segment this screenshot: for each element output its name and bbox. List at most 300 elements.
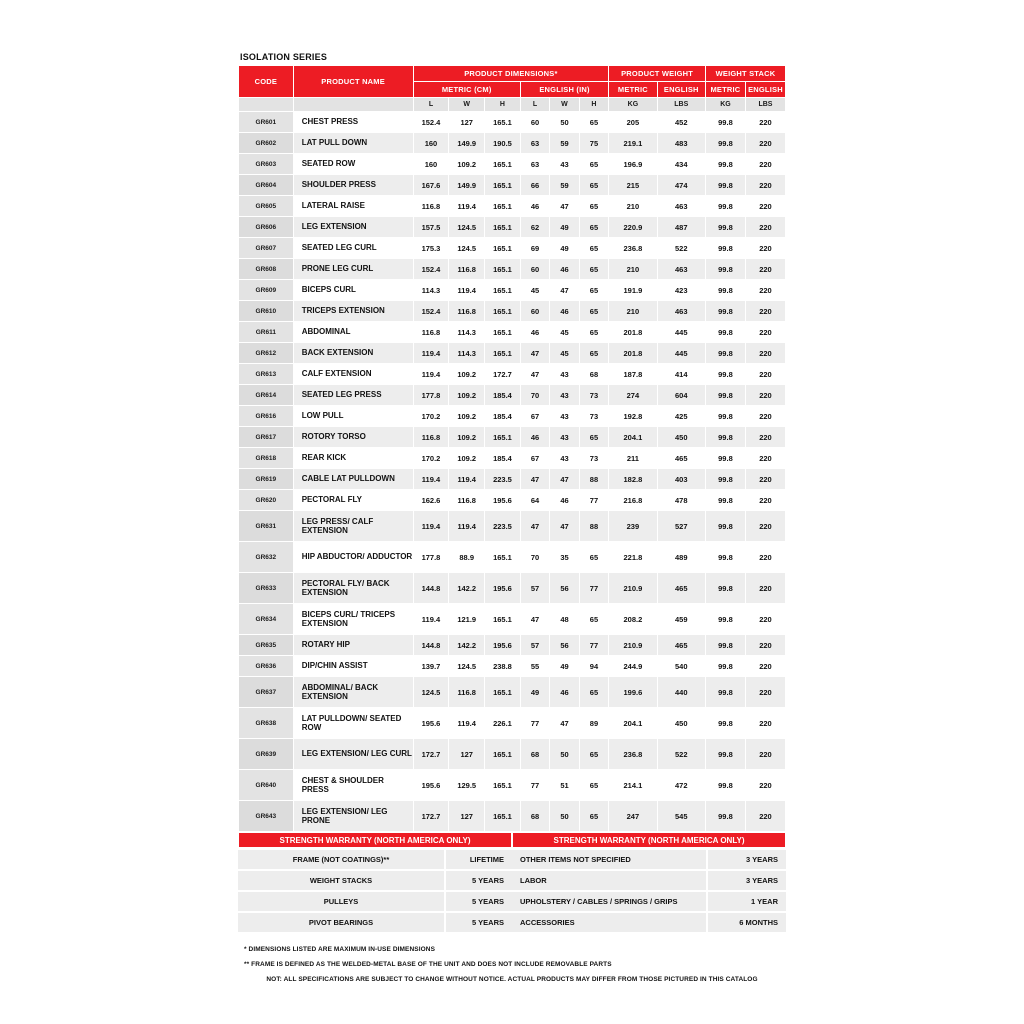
row-metric-w: 142.2 <box>449 573 485 604</box>
row-weight-lbs: 414 <box>657 364 705 385</box>
warranty-value: 1 YEAR <box>708 892 786 911</box>
row-product-name: LEG PRESS/ CALF EXTENSION <box>293 511 413 542</box>
row-stack-kg: 99.8 <box>705 217 745 238</box>
row-english-l: 62 <box>520 217 549 238</box>
row-metric-l: 116.8 <box>413 427 449 448</box>
row-stack-kg: 99.8 <box>705 635 745 656</box>
row-english-h: 77 <box>579 573 609 604</box>
row-product-name: BACK EXTENSION <box>293 343 413 364</box>
row-english-l: 47 <box>520 604 549 635</box>
table-row <box>239 343 786 364</box>
row-stack-kg: 99.8 <box>705 406 745 427</box>
row-metric-h: 165.1 <box>485 343 521 364</box>
row-metric-w: 116.8 <box>449 677 485 708</box>
row-metric-w: 109.2 <box>449 427 485 448</box>
row-stack-lbs: 220 <box>745 573 785 604</box>
row-weight-lbs: 403 <box>657 469 705 490</box>
warranty-label: LABOR <box>512 871 706 890</box>
row-metric-l: 152.4 <box>413 259 449 280</box>
row-weight-lbs: 522 <box>657 739 705 770</box>
warranty-right-header: STRENGTH WARRANTY (NORTH AMERICA ONLY) <box>512 832 786 848</box>
row-metric-w: 109.2 <box>449 385 485 406</box>
warranty-row <box>512 871 786 890</box>
row-weight-kg: 192.8 <box>609 406 657 427</box>
row-stack-lbs: 220 <box>745 259 785 280</box>
table-row <box>239 301 786 322</box>
row-weight-lbs: 474 <box>657 175 705 196</box>
header-english-in: ENGLISH (IN) <box>520 82 608 98</box>
row-english-h: 88 <box>579 511 609 542</box>
row-english-l: 63 <box>520 154 549 175</box>
warranty-value: 5 YEARS <box>446 913 512 932</box>
row-english-h: 73 <box>579 406 609 427</box>
row-product-name: CABLE LAT PULLDOWN <box>293 469 413 490</box>
table-row <box>239 217 786 238</box>
row-english-h: 65 <box>579 112 609 133</box>
row-english-w: 43 <box>550 364 579 385</box>
row-stack-kg: 99.8 <box>705 770 745 801</box>
row-stack-lbs: 220 <box>745 112 785 133</box>
row-weight-kg: 236.8 <box>609 238 657 259</box>
row-code: GR608 <box>239 259 294 280</box>
row-metric-l: 124.5 <box>413 677 449 708</box>
row-stack-lbs: 220 <box>745 490 785 511</box>
row-stack-kg: 99.8 <box>705 259 745 280</box>
row-stack-kg: 99.8 <box>705 604 745 635</box>
row-metric-l: 160 <box>413 133 449 154</box>
row-metric-l: 144.8 <box>413 573 449 604</box>
row-code: GR635 <box>239 635 294 656</box>
row-product-name: PRONE LEG CURL <box>293 259 413 280</box>
row-stack-kg: 99.8 <box>705 322 745 343</box>
row-english-w: 43 <box>550 427 579 448</box>
header-product-weight: PRODUCT WEIGHT <box>609 66 706 82</box>
row-metric-h: 165.1 <box>485 154 521 175</box>
row-stack-lbs: 220 <box>745 469 785 490</box>
row-english-w: 48 <box>550 604 579 635</box>
row-english-w: 59 <box>550 133 579 154</box>
row-english-l: 47 <box>520 511 549 542</box>
row-stack-lbs: 220 <box>745 343 785 364</box>
row-stack-lbs: 220 <box>745 154 785 175</box>
row-code: GR618 <box>239 448 294 469</box>
warranty-label: WEIGHT STACKS <box>238 871 444 890</box>
row-product-name: REAR KICK <box>293 448 413 469</box>
row-weight-kg: 205 <box>609 112 657 133</box>
row-code: GR606 <box>239 217 294 238</box>
row-english-l: 47 <box>520 343 549 364</box>
row-product-name: SEATED LEG PRESS <box>293 385 413 406</box>
row-weight-lbs: 450 <box>657 427 705 448</box>
row-code: GR633 <box>239 573 294 604</box>
row-weight-lbs: 459 <box>657 604 705 635</box>
row-product-name: LEG EXTENSION/ LEG CURL <box>293 739 413 770</box>
header-unit-blank-code <box>239 98 294 112</box>
row-english-w: 59 <box>550 175 579 196</box>
row-weight-kg: 201.8 <box>609 343 657 364</box>
row-english-w: 51 <box>550 770 579 801</box>
row-metric-l: 152.4 <box>413 301 449 322</box>
row-metric-h: 165.1 <box>485 175 521 196</box>
row-metric-l: 144.8 <box>413 635 449 656</box>
row-code: GR620 <box>239 490 294 511</box>
row-product-name: SEATED ROW <box>293 154 413 175</box>
row-metric-w: 119.4 <box>449 469 485 490</box>
row-english-h: 77 <box>579 490 609 511</box>
row-weight-lbs: 465 <box>657 573 705 604</box>
row-stack-kg: 99.8 <box>705 154 745 175</box>
row-metric-w: 124.5 <box>449 217 485 238</box>
row-metric-l: 170.2 <box>413 406 449 427</box>
warranty-section <box>238 832 786 932</box>
row-english-w: 46 <box>550 301 579 322</box>
row-metric-w: 119.4 <box>449 196 485 217</box>
row-stack-kg: 99.8 <box>705 364 745 385</box>
row-stack-lbs: 220 <box>745 635 785 656</box>
row-metric-w: 149.9 <box>449 175 485 196</box>
row-english-l: 69 <box>520 238 549 259</box>
row-stack-lbs: 220 <box>745 604 785 635</box>
row-code: GR611 <box>239 322 294 343</box>
row-english-w: 47 <box>550 511 579 542</box>
row-metric-l: 177.8 <box>413 385 449 406</box>
row-product-name: CALF EXTENSION <box>293 364 413 385</box>
row-english-w: 45 <box>550 322 579 343</box>
row-weight-lbs: 450 <box>657 708 705 739</box>
row-weight-kg: 214.1 <box>609 770 657 801</box>
row-english-w: 47 <box>550 196 579 217</box>
row-weight-lbs: 489 <box>657 542 705 573</box>
row-english-h: 65 <box>579 770 609 801</box>
row-metric-h: 165.1 <box>485 739 521 770</box>
warranty-value: 3 YEARS <box>708 871 786 890</box>
row-metric-w: 109.2 <box>449 406 485 427</box>
row-weight-kg: 210 <box>609 301 657 322</box>
table-row <box>239 238 786 259</box>
row-metric-h: 165.1 <box>485 801 521 832</box>
row-stack-kg: 99.8 <box>705 112 745 133</box>
row-weight-kg: 239 <box>609 511 657 542</box>
row-weight-kg: 210 <box>609 259 657 280</box>
row-code: GR631 <box>239 511 294 542</box>
header-stack-metric: METRIC <box>705 82 745 98</box>
row-product-name: ROTORY TORSO <box>293 427 413 448</box>
row-metric-w: 127 <box>449 801 485 832</box>
header-stack-lbs: LBS <box>745 98 785 112</box>
row-weight-lbs: 463 <box>657 196 705 217</box>
row-weight-lbs: 604 <box>657 385 705 406</box>
header-english-h: H <box>579 98 609 112</box>
row-english-l: 60 <box>520 259 549 280</box>
row-metric-h: 165.1 <box>485 217 521 238</box>
row-english-w: 50 <box>550 739 579 770</box>
row-weight-lbs: 527 <box>657 511 705 542</box>
warranty-row <box>238 850 512 869</box>
row-metric-h: 226.1 <box>485 708 521 739</box>
table-row <box>239 573 786 604</box>
row-metric-h: 165.1 <box>485 322 521 343</box>
row-metric-h: 165.1 <box>485 112 521 133</box>
row-stack-lbs: 220 <box>745 196 785 217</box>
warranty-label: OTHER ITEMS NOT SPECIFIED <box>512 850 706 869</box>
row-weight-lbs: 440 <box>657 677 705 708</box>
row-weight-lbs: 465 <box>657 448 705 469</box>
row-product-name: DIP/CHIN ASSIST <box>293 656 413 677</box>
row-product-name: LEG EXTENSION/ LEG PRONE <box>293 801 413 832</box>
row-metric-l: 119.4 <box>413 604 449 635</box>
row-english-w: 43 <box>550 385 579 406</box>
table-row <box>239 542 786 573</box>
row-weight-kg: 216.8 <box>609 490 657 511</box>
row-stack-kg: 99.8 <box>705 238 745 259</box>
row-weight-kg: 247 <box>609 801 657 832</box>
row-metric-l: 167.6 <box>413 175 449 196</box>
row-metric-h: 195.6 <box>485 573 521 604</box>
row-code: GR614 <box>239 385 294 406</box>
table-row <box>239 469 786 490</box>
row-metric-h: 165.1 <box>485 259 521 280</box>
row-code: GR609 <box>239 280 294 301</box>
table-row <box>239 708 786 739</box>
row-metric-l: 119.4 <box>413 469 449 490</box>
row-english-h: 65 <box>579 217 609 238</box>
row-metric-l: 172.7 <box>413 739 449 770</box>
row-product-name: BICEPS CURL/ TRICEPS EXTENSION <box>293 604 413 635</box>
footnote-dimensions: * DIMENSIONS LISTED ARE MAXIMUM IN-USE DIMENSIONS <box>244 946 436 953</box>
footnotes <box>238 946 786 983</box>
row-english-h: 65 <box>579 739 609 770</box>
row-metric-l: 160 <box>413 154 449 175</box>
row-weight-lbs: 445 <box>657 343 705 364</box>
header-weight-lbs: LBS <box>657 98 705 112</box>
row-stack-kg: 99.8 <box>705 801 745 832</box>
row-code: GR640 <box>239 770 294 801</box>
row-metric-l: 152.4 <box>413 112 449 133</box>
row-product-name: LAT PULLDOWN/ SEATED ROW <box>293 708 413 739</box>
row-code: GR602 <box>239 133 294 154</box>
row-weight-lbs: 452 <box>657 112 705 133</box>
warranty-left-column <box>238 832 512 932</box>
row-metric-l: 119.4 <box>413 511 449 542</box>
row-stack-kg: 99.8 <box>705 133 745 154</box>
warranty-row <box>512 892 786 911</box>
row-english-l: 70 <box>520 542 549 573</box>
row-stack-kg: 99.8 <box>705 385 745 406</box>
row-english-w: 49 <box>550 238 579 259</box>
row-english-h: 73 <box>579 385 609 406</box>
row-weight-kg: 210.9 <box>609 635 657 656</box>
header-stack-english: ENGLISH <box>745 82 785 98</box>
specifications-table <box>238 65 786 832</box>
row-stack-kg: 99.8 <box>705 656 745 677</box>
row-english-h: 65 <box>579 175 609 196</box>
row-english-l: 57 <box>520 635 549 656</box>
warranty-right-rows <box>512 850 786 932</box>
row-metric-w: 127 <box>449 739 485 770</box>
row-metric-w: 119.4 <box>449 511 485 542</box>
row-metric-h: 172.7 <box>485 364 521 385</box>
row-metric-h: 165.1 <box>485 196 521 217</box>
row-metric-w: 116.8 <box>449 301 485 322</box>
row-product-name: TRICEPS EXTENSION <box>293 301 413 322</box>
row-english-l: 63 <box>520 133 549 154</box>
row-english-h: 88 <box>579 469 609 490</box>
row-weight-kg: 204.1 <box>609 427 657 448</box>
row-english-h: 94 <box>579 656 609 677</box>
row-metric-h: 165.1 <box>485 542 521 573</box>
header-unit-blank-name <box>293 98 413 112</box>
row-stack-lbs: 220 <box>745 770 785 801</box>
row-metric-l: 195.6 <box>413 770 449 801</box>
row-english-h: 65 <box>579 280 609 301</box>
table-row <box>239 656 786 677</box>
row-english-w: 50 <box>550 801 579 832</box>
row-stack-lbs: 220 <box>745 175 785 196</box>
header-weight-metric: METRIC <box>609 82 657 98</box>
header-metric-l: L <box>413 98 449 112</box>
row-product-name: BICEPS CURL <box>293 280 413 301</box>
header-weight-english: ENGLISH <box>657 82 705 98</box>
table-row <box>239 322 786 343</box>
row-product-name: LOW PULL <box>293 406 413 427</box>
row-metric-w: 114.3 <box>449 322 485 343</box>
row-metric-w: 124.5 <box>449 656 485 677</box>
row-stack-kg: 99.8 <box>705 448 745 469</box>
row-stack-kg: 99.8 <box>705 708 745 739</box>
warranty-label: PIVOT BEARINGS <box>238 913 444 932</box>
row-product-name: SEATED LEG CURL <box>293 238 413 259</box>
row-stack-kg: 99.8 <box>705 343 745 364</box>
row-english-l: 47 <box>520 364 549 385</box>
header-metric-h: H <box>485 98 521 112</box>
row-english-l: 77 <box>520 708 549 739</box>
series-title: ISOLATION SERIES <box>240 52 328 62</box>
row-weight-kg: 210.9 <box>609 573 657 604</box>
row-english-w: 49 <box>550 656 579 677</box>
row-metric-h: 238.8 <box>485 656 521 677</box>
row-metric-l: 157.5 <box>413 217 449 238</box>
row-english-w: 47 <box>550 708 579 739</box>
row-english-w: 46 <box>550 259 579 280</box>
row-stack-lbs: 220 <box>745 739 785 770</box>
warranty-row <box>512 850 786 869</box>
row-metric-w: 109.2 <box>449 448 485 469</box>
row-stack-kg: 99.8 <box>705 677 745 708</box>
row-english-h: 65 <box>579 343 609 364</box>
header-row-3 <box>239 98 786 112</box>
row-english-h: 89 <box>579 708 609 739</box>
row-product-name: ROTARY HIP <box>293 635 413 656</box>
row-code: GR632 <box>239 542 294 573</box>
row-code: GR639 <box>239 739 294 770</box>
row-metric-w: 124.5 <box>449 238 485 259</box>
row-english-h: 65 <box>579 301 609 322</box>
row-english-w: 50 <box>550 112 579 133</box>
header-english-w: W <box>550 98 579 112</box>
row-stack-lbs: 220 <box>745 677 785 708</box>
warranty-label: UPHOLSTERY / CABLES / SPRINGS / GRIPS <box>512 892 706 911</box>
row-english-w: 46 <box>550 490 579 511</box>
row-english-w: 43 <box>550 406 579 427</box>
row-weight-lbs: 487 <box>657 217 705 238</box>
row-english-h: 65 <box>579 604 609 635</box>
row-stack-lbs: 220 <box>745 301 785 322</box>
row-english-h: 65 <box>579 238 609 259</box>
row-stack-lbs: 220 <box>745 801 785 832</box>
row-code: GR610 <box>239 301 294 322</box>
row-code: GR612 <box>239 343 294 364</box>
header-english-l: L <box>520 98 549 112</box>
row-weight-kg: 215 <box>609 175 657 196</box>
header-product-dimensions: PRODUCT DIMENSIONS* <box>413 66 609 82</box>
row-stack-lbs: 220 <box>745 280 785 301</box>
row-weight-lbs: 545 <box>657 801 705 832</box>
row-english-h: 65 <box>579 259 609 280</box>
row-product-name: PECTORAL FLY/ BACK EXTENSION <box>293 573 413 604</box>
row-metric-w: 109.2 <box>449 154 485 175</box>
row-code: GR616 <box>239 406 294 427</box>
row-weight-kg: 191.9 <box>609 280 657 301</box>
row-metric-w: 142.2 <box>449 635 485 656</box>
row-weight-lbs: 423 <box>657 280 705 301</box>
row-english-l: 60 <box>520 112 549 133</box>
row-english-l: 68 <box>520 739 549 770</box>
row-code: GR601 <box>239 112 294 133</box>
row-stack-kg: 99.8 <box>705 469 745 490</box>
row-english-l: 77 <box>520 770 549 801</box>
row-metric-h: 165.1 <box>485 280 521 301</box>
row-weight-lbs: 472 <box>657 770 705 801</box>
warranty-value: 5 YEARS <box>446 871 512 890</box>
row-metric-l: 172.7 <box>413 801 449 832</box>
row-weight-lbs: 522 <box>657 238 705 259</box>
row-english-h: 65 <box>579 196 609 217</box>
warranty-row <box>512 913 786 932</box>
row-english-l: 46 <box>520 427 549 448</box>
table-row <box>239 406 786 427</box>
row-product-name: CHEST PRESS <box>293 112 413 133</box>
warranty-right-column <box>512 832 786 932</box>
row-english-l: 46 <box>520 196 549 217</box>
row-english-h: 73 <box>579 448 609 469</box>
row-weight-lbs: 465 <box>657 635 705 656</box>
header-row-1 <box>239 66 786 82</box>
row-code: GR607 <box>239 238 294 259</box>
row-weight-lbs: 483 <box>657 133 705 154</box>
row-code: GR617 <box>239 427 294 448</box>
row-stack-lbs: 220 <box>745 133 785 154</box>
table-row <box>239 385 786 406</box>
row-code: GR613 <box>239 364 294 385</box>
row-english-l: 46 <box>520 322 549 343</box>
row-metric-l: 175.3 <box>413 238 449 259</box>
row-metric-w: 116.8 <box>449 259 485 280</box>
table-row <box>239 677 786 708</box>
row-weight-kg: 204.1 <box>609 708 657 739</box>
row-code: GR619 <box>239 469 294 490</box>
row-english-w: 47 <box>550 280 579 301</box>
table-row <box>239 427 786 448</box>
row-english-l: 47 <box>520 469 549 490</box>
row-metric-l: 119.4 <box>413 364 449 385</box>
row-stack-lbs: 220 <box>745 238 785 259</box>
row-weight-kg: 201.8 <box>609 322 657 343</box>
table-head <box>239 66 786 112</box>
row-english-l: 49 <box>520 677 549 708</box>
row-metric-w: 127 <box>449 112 485 133</box>
row-stack-kg: 99.8 <box>705 739 745 770</box>
row-metric-w: 119.4 <box>449 280 485 301</box>
